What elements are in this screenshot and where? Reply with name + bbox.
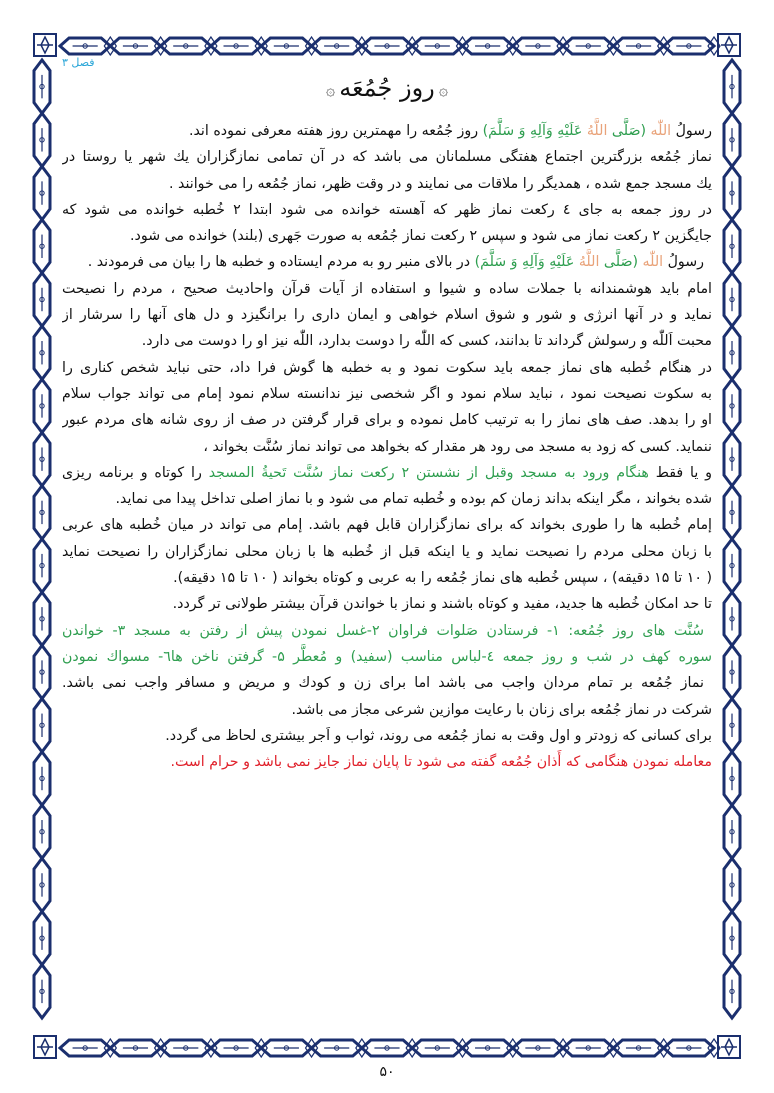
text-segment: جایگزین ۲ رکعت نماز می شود و سپس ۲ رکعت نماز جُمُعه به صورت جَهری (بلند) خوانده می شود.: [130, 228, 712, 245]
text-segment: و یا فقط: [648, 464, 712, 481]
ornament-icon: ۞: [325, 80, 336, 99]
text-line: [62, 355, 712, 381]
text-line: [62, 118, 712, 144]
ornament-icon: ۞: [438, 80, 449, 99]
highlighted-text: سوره کهف در شب و روز جمعه ٤-لباس مناسب (سفید) و مُعطَّر ۵- گرفتن ناخن ها٦- مسواك نمودن: [62, 648, 712, 665]
text-line: [62, 749, 712, 775]
text-line: [62, 249, 712, 275]
divine-name-text: اللّٰه: [642, 254, 664, 271]
text-line: [62, 381, 712, 407]
text-segment: به سکوت نصیحت نمود ، نباید سلام نمود و اگر شخصی نیز ندانسته سلام نمود إمام می تواند جواب سلام: [62, 385, 712, 402]
divine-name-text: اللّٰه: [650, 123, 672, 139]
text-segment: با زبان محلی مردم را نصیحت نماید و یا اینکه قبل از خُطبه ها با زبان محلی نمازگزاران را نصیحت نماید: [62, 543, 712, 560]
warning-text: معامله نمودن هنگامی که أَذان جُمُعه گفته می شود تا پایان نماز جایز نمی باشد و حرام است.: [170, 754, 712, 771]
text-segment: در روز جمعه به جای ٤ رکعت نماز ظهر که آهسته خوانده می شود ابتدا ۲ خُطبه خوانده می شود که: [62, 201, 712, 218]
text-segment: رسولُ: [663, 254, 704, 271]
text-segment: نماز جُمُعه بزرگترین اجتماع هفتگی مسلمانان می باشد که در آن تمامی نمازگزاران یك شهر یا روستا در: [62, 149, 712, 166]
text-segment: شرکت در نماز جُمُعه برای زنان با رعایت موازین شرعی مجاز می باشد.: [291, 701, 712, 718]
highlighted-text: هنگام ورود به مسجد وقبل از نشستن ۲ رکعت نماز سُنَّت تَحیةُ المسجد: [208, 464, 649, 481]
text-line: [62, 302, 712, 328]
body-text: [62, 118, 712, 775]
text-segment: تا حد امکان خُطبه ها جدید، مفید و کوتاه باشند و نماز با خواندن قرآن بیشتر طولانی تر گردد.: [172, 596, 712, 613]
text-segment: شده بخواند ، مگر اینکه بداند زمان کم بوده و خُطبه تمام می شود و با نماز اصلی تداخل پیدا می نماید.: [115, 491, 712, 508]
page-title: [0, 74, 774, 102]
highlighted-text: (صَلَّی: [599, 254, 643, 271]
text-line: [62, 460, 712, 486]
text-segment: رسولُ: [671, 123, 712, 139]
text-line: [62, 486, 712, 512]
text-line: [62, 697, 712, 723]
text-line: [62, 591, 712, 617]
highlighted-text: عَلَيْهِ وَآلِهِ وَ سَلَّمَ): [474, 254, 579, 271]
divine-name-text: اللَّهُ: [578, 254, 600, 271]
divine-name-text: اللَّهُ: [586, 123, 608, 139]
text-segment: در بالای منبر رو به مردم ایستاده و خطبه ها را بیان می فرمودند .: [87, 254, 475, 271]
title-text: روز جُمُعَه: [339, 74, 435, 102]
text-segment: نماز جُمُعه بر تمام مردان واجب می باشد اما برای زن و کودك و مریض و مسافر واجب نمی باشد.: [62, 675, 704, 692]
text-segment: امام باید هوشمندانه با جملات ساده و شیوا و استفاده از آیات قرآن واحادیث صحیح ، مردم را نصیحت: [62, 280, 712, 297]
text-segment: را کوتاه و برنامه ریزی: [62, 464, 209, 481]
page-number: ۵۰: [379, 1064, 395, 1080]
highlighted-text: سُنَّت های روز جُمُعه: ۱- فرستادن صَلوات فراوان ۲-غسل نمودن پیش از رفتن به مسجد ۳- خواندن: [62, 622, 704, 639]
text-line: [62, 565, 712, 591]
highlighted-text: (صَلَّی: [607, 123, 651, 139]
text-line: [62, 197, 712, 223]
text-line: [62, 407, 712, 433]
text-line: [62, 434, 712, 460]
text-line: [62, 144, 712, 170]
text-segment: روز جُمُعه را مهمترین روز هفته معرفی نموده اند.: [188, 123, 483, 139]
highlighted-text: عَلَيْهِ وَآلِهِ وَ سَلَّمَ): [482, 123, 587, 139]
text-segment: ( ۱۰ تا ۱۵ دقیقه) ، سپس خُطبه های نماز جُمُعه را به عربی و کوتاه بخواند ( ۱۰ تا ۱۵ دقیقه).: [173, 570, 712, 587]
text-segment: یك مسجد جمع شده ، همدیگر را ملاقات می نمایند و در وقت ظهر، نماز جُمُعه را می خوانند .: [169, 175, 712, 192]
text-line: [62, 539, 712, 565]
text-line: [62, 618, 712, 644]
text-line: [62, 328, 712, 354]
text-line: [62, 223, 712, 249]
text-segment: إمام خُطبه ها را طوری بخواند که برای نمازگزاران قابل فهم باشد. إمام می تواند در میان خُطبه های عربی: [62, 517, 712, 534]
text-line: [62, 512, 712, 538]
text-segment: ننماید. کسی که زود به مسجد می رود هر مقدار که بخواهد می تواند نماز سُنَّت بخواند ،: [203, 438, 712, 455]
text-segment: محبت اَللّٰه و رسولش گرداند تا بدانند، کسی که اللّٰه را دوست بدارد، اللّٰه نیز او را دوست می دارد.: [141, 333, 712, 350]
text-segment: نماید و در آنها انرژی و شور و شوق اسلام خواهی و ایمان داری را برانگیزد و دل های آنها را سرشار از: [62, 307, 712, 324]
text-segment: او را بدهد. صف های نماز را به ترتیب کامل نموده و برای قرار گرفتن در صف از روی شانه های مردم عبور: [62, 412, 712, 429]
text-line: [62, 723, 712, 749]
chapter-label: فصل ۳: [62, 56, 95, 69]
text-segment: برای کسانی که زودتر و اول وقت به نماز جُمُعه می روند، ثواب و اَجر بیشتری لحاظ می گردد.: [165, 727, 712, 744]
text-line: [62, 644, 712, 670]
text-line: [62, 276, 712, 302]
text-line: [62, 171, 712, 197]
text-segment: در هنگام خُطبه های نماز جمعه باید سکوت نمود و به خطبه ها گوش فرا داد، حتی نباید شخص کناری را: [62, 359, 712, 376]
text-line: [62, 670, 712, 696]
